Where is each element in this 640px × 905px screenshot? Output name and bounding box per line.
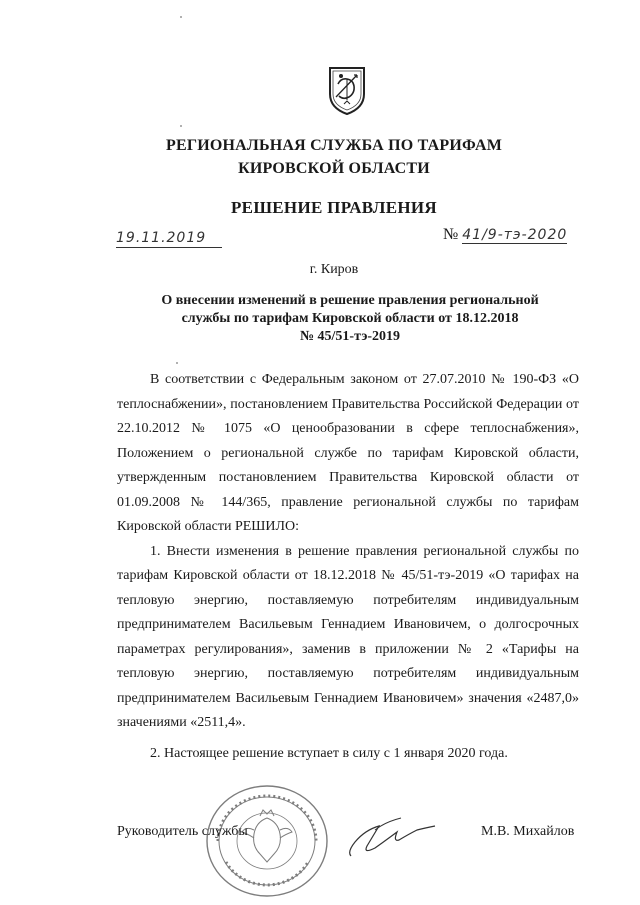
document-date: 19.11.2019 bbox=[116, 230, 222, 248]
subject-line: службы по тарифам Кировской области от 18.12.2018 bbox=[181, 311, 519, 326]
subject-line: № 45/51-тэ-2019 bbox=[299, 329, 401, 344]
document-title: РЕШЕНИЕ ПРАВЛЕНИЯ bbox=[231, 198, 437, 217]
preamble-paragraph: В соответствии с Федеральным законом от 27.07.2010 № 190-ФЗ «О теплоснабжении», постановлением Правительства Российской Федерации от 22.10.2012 № 1075 «О ценообразовании в сфере теплоснабжения», Положением о региональной службе по тарифам Кировской области, утвержденным постановлением Правительства Кировской области от 01.09.2008 № 144/365, правление региональной службы по тарифам Кировской области РЕШИЛО: bbox=[117, 372, 579, 534]
document-number bbox=[443, 226, 567, 244]
organization-name-line1: РЕГИОНАЛЬНАЯ СЛУЖБА ПО ТАРИФАМ bbox=[165, 137, 503, 154]
official-seal-stamp-icon bbox=[204, 782, 330, 900]
item-1-paragraph: 1. Внести изменения в решение правления региональной службы по тарифам Кировской области от 18.12.2018 № 45/51-тэ-2019 «О тарифах на тепловую энергию, поставляемую потребителям индивидуальным предпринимателем Васильевым Геннадием Ивановичем, о долгосрочных параметрах регулирования», заменив в приложении № 2 «Тарифы на тепловую энергию, поставляемую потребителям индивидуальным предпринимателем Васильевым Геннадием Ивановичем» значения «2487,0» значениями «2511,4». bbox=[117, 543, 579, 730]
organization-name-line2: КИРОВСКОЙ ОБЛАСТИ bbox=[238, 160, 430, 177]
number-value: 41/9-тэ-2020 bbox=[462, 227, 568, 243]
scan-speck bbox=[176, 362, 178, 364]
kirov-coat-of-arms-icon bbox=[327, 64, 367, 116]
document-body bbox=[117, 368, 579, 766]
scan-speck bbox=[180, 125, 182, 127]
subject-line: О внесении изменений в решение правления региональной bbox=[161, 293, 539, 308]
signatory-name: М.В. Михайлов bbox=[481, 824, 575, 839]
scan-speck bbox=[180, 16, 182, 18]
document-subject bbox=[140, 292, 560, 346]
city: г. Киров bbox=[309, 262, 359, 277]
item-2-paragraph: 2. Настоящее решение вступает в силу с 1 января 2020 года. bbox=[150, 745, 508, 761]
number-sign: № bbox=[443, 226, 459, 243]
signatory-position: Руководитель службы bbox=[117, 824, 248, 839]
handwritten-signature-icon bbox=[345, 812, 445, 864]
